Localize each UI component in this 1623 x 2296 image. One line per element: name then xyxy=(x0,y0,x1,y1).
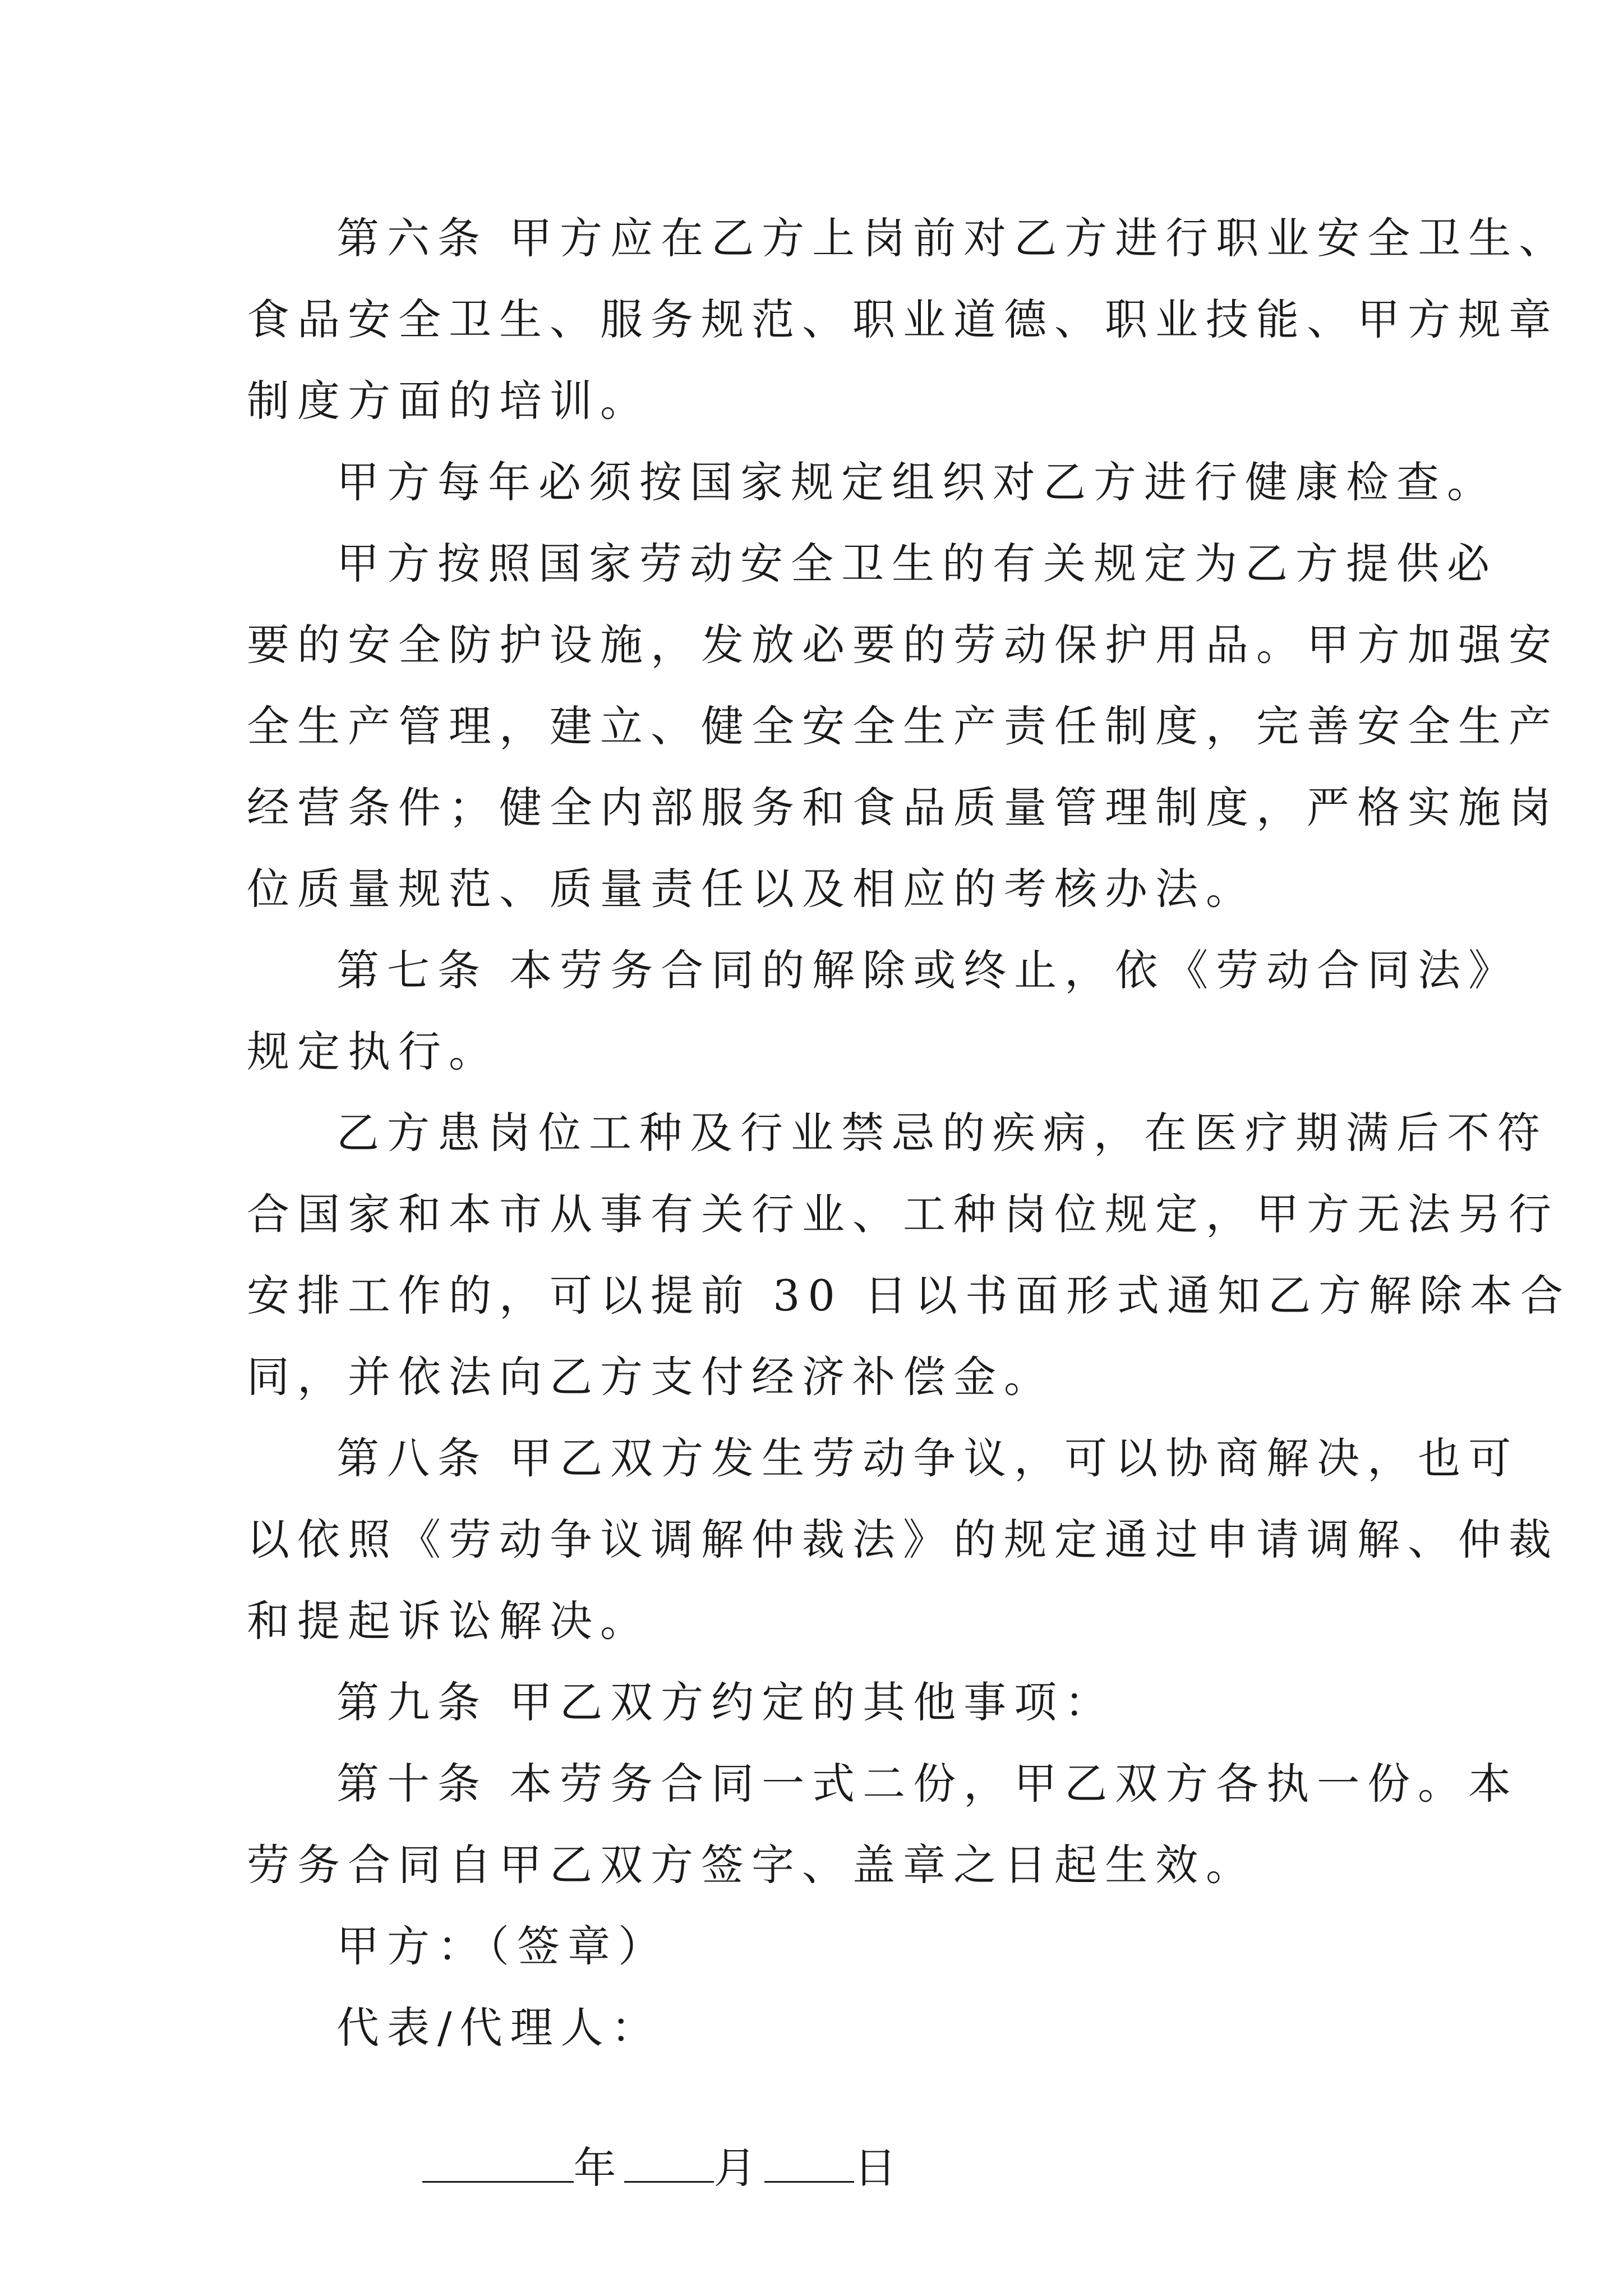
article-7-line-1: 第七条 本劳务合同的解除或终止，依《劳动合同法》 xyxy=(336,945,1519,995)
safety-para-line-1: 甲方按照国家劳动安全卫生的有关规定为乙方提供必 xyxy=(336,539,1497,588)
illness-para-line-2: 合国家和本市从事有关行业、工种岗位规定，甲方无法另行 xyxy=(247,1189,1559,1239)
day-blank[interactable] xyxy=(764,2137,854,2183)
illness-para-line-1: 乙方患岗位工种及行业禁忌的疾病，在医疗期满后不符 xyxy=(336,1108,1548,1158)
article-8-line-1: 第八条 甲乙双方发生劳动争议，可以协商解决，也可 xyxy=(336,1433,1519,1483)
health-check-paragraph: 甲方每年必须按国家规定组织对乙方进行健康检查。 xyxy=(336,457,1497,507)
party-a-seal: 甲方：（签章） xyxy=(336,1921,668,1971)
safety-para-line-3: 全生产管理，建立、健全安全生产责任制度，完善安全生产 xyxy=(247,701,1559,751)
year-label: 年 xyxy=(573,2143,624,2193)
article-10-line-1: 第十条 本劳务合同一式二份，甲乙双方各执一份。本 xyxy=(336,1759,1519,1809)
article-6-line-1: 第六条 甲方应在乙方上岗前对乙方进行职业安全卫生、 xyxy=(336,213,1570,263)
month-label: 月 xyxy=(713,2143,764,2193)
article-7-line-2: 规定执行。 xyxy=(247,1027,499,1076)
day-label: 日 xyxy=(854,2143,905,2193)
safety-para-line-4: 经营条件；健全内部服务和食品质量管理制度，严格实施岗 xyxy=(247,783,1559,832)
article-6-line-3: 制度方面的培训。 xyxy=(247,376,651,426)
article-8-line-2: 以依照《劳动争议调解仲裁法》的规定通过申请调解、仲裁 xyxy=(247,1515,1559,1565)
article-6-line-2: 食品安全卫生、服务规范、职业道德、职业技能、甲方规章 xyxy=(247,295,1559,344)
safety-para-line-5: 位质量规范、质量责任以及相应的考核办法。 xyxy=(247,864,1256,914)
month-blank[interactable] xyxy=(624,2137,714,2183)
representative-label: 代表/代理人： xyxy=(336,2003,662,2053)
year-blank[interactable] xyxy=(422,2137,574,2183)
article-9: 第九条 甲乙双方约定的其他事项： xyxy=(336,1677,1115,1727)
safety-para-line-2: 要的安全防护设施，发放必要的劳动保护用品。甲方加强安 xyxy=(247,620,1559,670)
article-8-line-3: 和提起诉讼解决。 xyxy=(247,1596,651,1646)
illness-para-line-3: 安排工作的，可以提前 30 日以书面形式通知乙方解除本合 xyxy=(247,1271,1571,1320)
article-10-line-2: 劳务合同自甲乙双方签字、盖章之日起生效。 xyxy=(247,1840,1256,1890)
illness-para-line-4: 同，并依法向乙方支付经济补偿金。 xyxy=(247,1352,1054,1402)
signature-date-line xyxy=(336,2081,905,2193)
